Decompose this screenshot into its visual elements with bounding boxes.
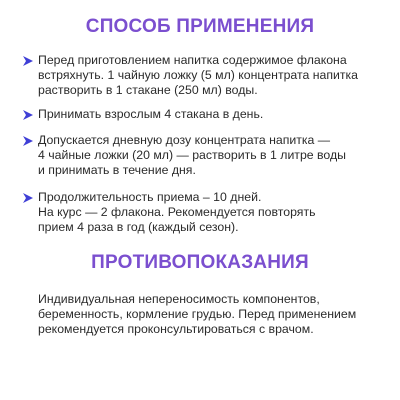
contraindications-title: ПРОТИВОПОКАЗАНИЯ bbox=[91, 252, 309, 273]
contraindications-text: Индивидуальная непереносимость компонентов, беременность, кормление грудью. Перед применением рекомендуется проконсультироваться с врачом. bbox=[38, 292, 357, 336]
usage-step-4 bbox=[22, 190, 382, 235]
usage-steps-list bbox=[22, 53, 382, 244]
triangle-play-icon bbox=[22, 55, 34, 67]
usage-step-text: Принимать взрослым 4 стакана в день. bbox=[38, 107, 264, 121]
usage-title: СПОСОБ ПРИМЕНЕНИЯ bbox=[85, 16, 315, 37]
triangle-play-icon bbox=[22, 192, 34, 204]
usage-step-3 bbox=[22, 133, 382, 178]
usage-step-2 bbox=[22, 107, 382, 122]
usage-step-1 bbox=[22, 53, 382, 98]
usage-step-text: Продолжительность приема – 10 дней. На курс — 2 флакона. Рекомендуется повторять прием 4 раза в год (каждый сезон). bbox=[38, 190, 316, 234]
usage-step-text: Допускается дневную дозу концентрата напитка — 4 чайные ложки (20 мл) — растворить в 1 литре воды и принимать в течение дня. bbox=[38, 133, 347, 177]
triangle-play-icon bbox=[22, 109, 34, 121]
usage-step-text: Перед приготовлением напитка содержимое флакона встряхнуть. 1 чайную ложку (5 мл) концентрата напитка растворить в 1 стакане (250 мл) воды. bbox=[38, 53, 359, 97]
triangle-play-icon bbox=[22, 135, 34, 147]
